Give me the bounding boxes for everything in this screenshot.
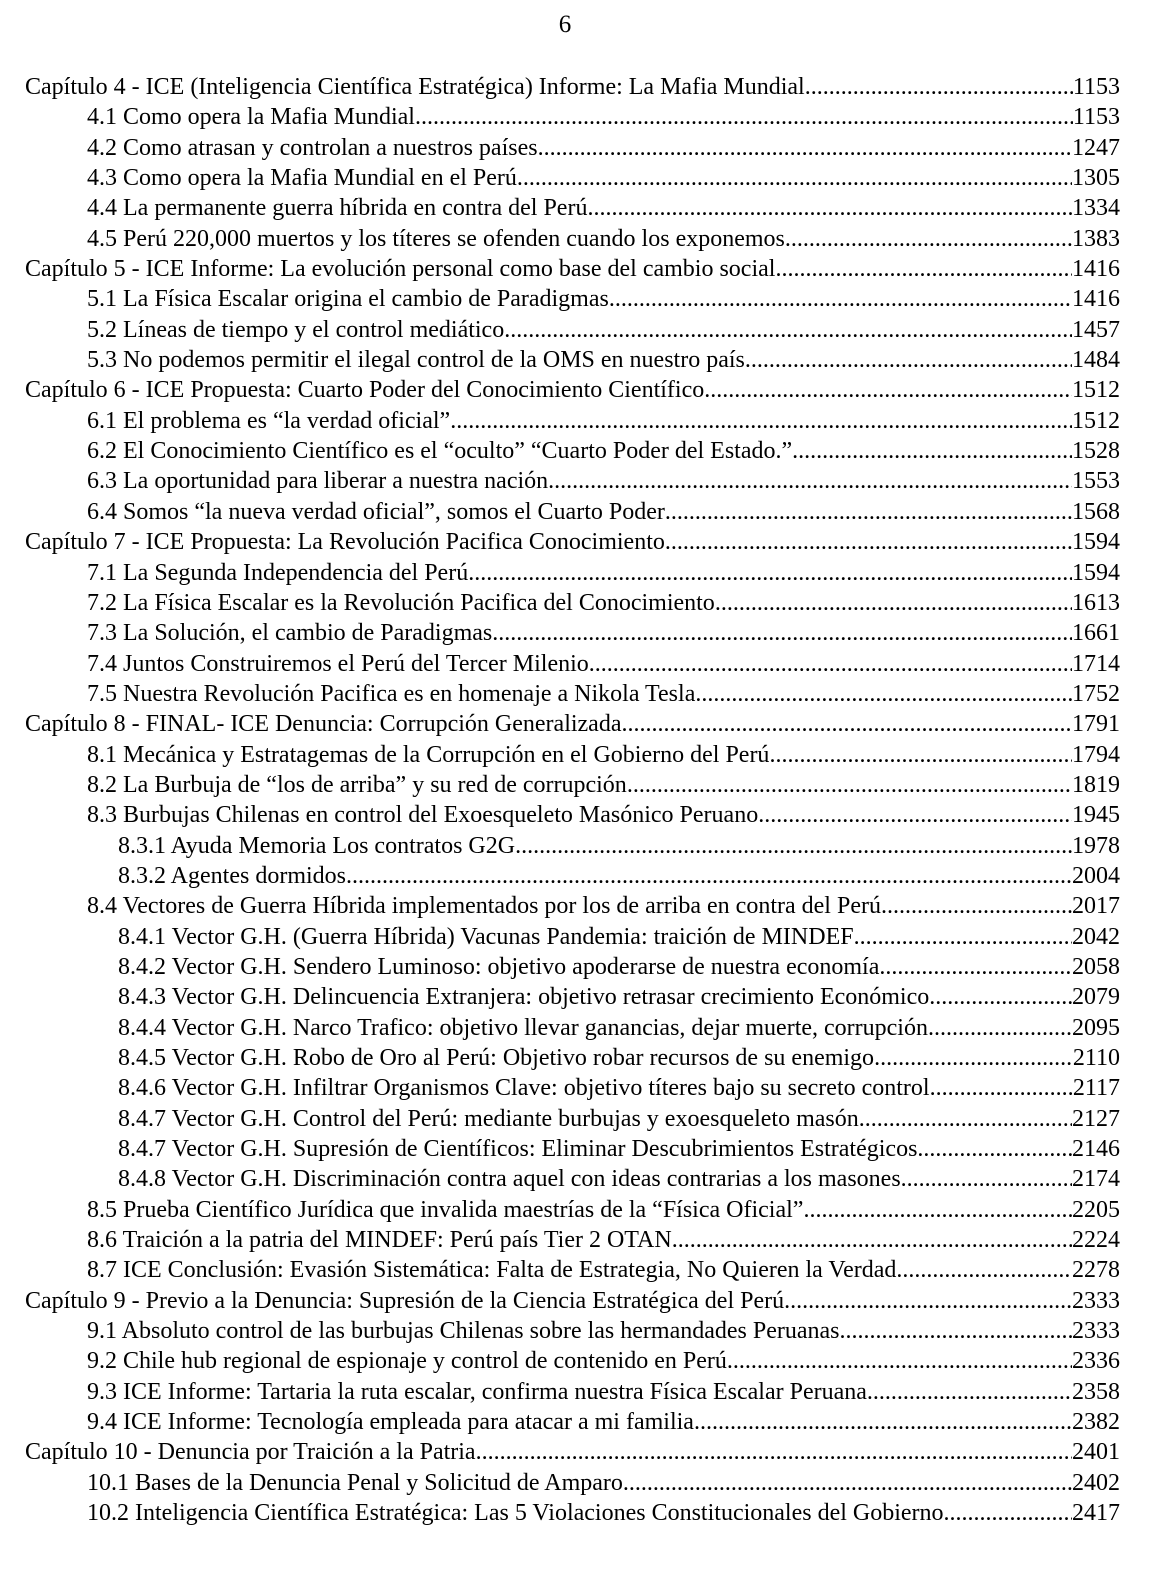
toc-entry-page-number: 1247 [1072, 134, 1120, 161]
toc-entry-page-number: 1512 [1072, 377, 1120, 404]
toc-entry-page-number: 1153 [1072, 74, 1120, 100]
toc-section-entry[interactable] [25, 345, 1120, 375]
toc-entry-page-number: 1752 [1072, 680, 1120, 707]
toc-entry-page-number: 2174 [1072, 1166, 1120, 1193]
toc-entry-page-number: 1512 [1072, 407, 1120, 434]
toc-entry-title: 8.7 ICE Conclusión: Evasión Sistemática: Falta de Estrategia, No Quieren la Verdad [87, 1257, 897, 1284]
toc-entry-page-number: 1819 [1072, 771, 1120, 798]
toc-entry-page-number: 2146 [1072, 1136, 1120, 1163]
toc-dot-leader [504, 315, 1072, 345]
toc-dot-leader [695, 679, 1072, 709]
toc-section-entry[interactable] [25, 1407, 1120, 1437]
toc-section-entry[interactable] [25, 163, 1120, 193]
toc-dot-leader [854, 922, 1072, 952]
toc-entry-title: 6.4 Somos “la nueva verdad oficial”, somos el Cuarto Poder [87, 498, 665, 525]
toc-entry-page-number: 2079 [1072, 984, 1120, 1011]
toc-entry-title: 7.5 Nuestra Revolución Pacifica es en homenaje a Nikola Tesla [87, 680, 696, 707]
toc-chapter-entry[interactable] [25, 1286, 1120, 1316]
toc-dot-leader [929, 982, 1072, 1012]
toc-dot-leader [775, 254, 1072, 284]
toc-entry-title: 8.4.7 Vector G.H. Supresión de Científicos: Eliminar Descubrimientos Estratégicos [118, 1136, 918, 1163]
toc-section-entry[interactable] [25, 497, 1120, 527]
toc-dot-leader [468, 558, 1072, 588]
toc-entry-page-number: 1334 [1072, 195, 1120, 222]
toc-entry-title: 6.1 El problema es “la verdad oficial” [87, 407, 451, 434]
toc-dot-leader [805, 72, 1073, 102]
toc-entry-title: 4.4 La permanente guerra híbrida en contra del Perú [87, 195, 588, 222]
toc-entry-title: 9.4 ICE Informe: Tecnología empleada para atacar a mi familia [87, 1409, 694, 1436]
toc-section-entry[interactable] [25, 1498, 1120, 1528]
toc-entry-page-number: 1945 [1072, 802, 1120, 829]
toc-entry-page-number: 2358 [1072, 1378, 1120, 1405]
toc-entry-title: 10.2 Inteligencia Científica Estratégica: Las 5 Violaciones Constitucionales del Gobierno [87, 1500, 944, 1527]
toc-section-entry[interactable] [25, 436, 1120, 466]
toc-entry-title: 8.4.1 Vector G.H. (Guerra Híbrida) Vacunas Pandemia: traición de MINDEF [118, 923, 854, 950]
page-number: 6 [558, 11, 572, 38]
toc-entry-page-number: 2095 [1072, 1014, 1120, 1041]
toc-section-entry[interactable] [25, 1134, 1120, 1164]
toc-section-entry[interactable] [25, 1377, 1120, 1407]
toc-entry-title: 7.4 Juntos Construiremos el Perú del Tercer Milenio [87, 650, 589, 677]
toc-entry-title: Capítulo 5 - ICE Informe: La evolución personal como base del cambio social [25, 256, 776, 283]
toc-entry-page-number: 1416 [1072, 256, 1120, 283]
toc-dot-leader [896, 1255, 1072, 1285]
toc-section-entry[interactable] [25, 1468, 1120, 1498]
toc-entry-page-number: 2110 [1072, 1045, 1120, 1071]
toc-dot-leader [589, 649, 1072, 679]
toc-entry-page-number: 1791 [1072, 711, 1120, 738]
toc-section-entry[interactable] [25, 102, 1120, 132]
toc-entry-title: 4.1 Como opera la Mafia Mundial [87, 104, 415, 131]
toc-entry-title: Capítulo 6 - ICE Propuesta: Cuarto Poder del Conocimiento Científico [25, 377, 705, 404]
toc-section-entry[interactable] [25, 133, 1120, 163]
toc-dot-leader [745, 345, 1072, 375]
toc-dot-leader [538, 133, 1072, 163]
toc-dot-leader [492, 618, 1072, 648]
toc-entry-title: 7.1 La Segunda Independencia del Perú [87, 559, 469, 586]
toc-dot-leader [476, 1437, 1072, 1467]
toc-entry-page-number: 1794 [1072, 741, 1120, 768]
toc-entry-page-number: 1416 [1072, 286, 1120, 313]
toc-dot-leader [901, 1164, 1072, 1194]
toc-dot-leader [803, 1195, 1072, 1225]
toc-section-entry[interactable] [25, 1013, 1120, 1043]
toc-entry-page-number: 2117 [1072, 1075, 1120, 1102]
toc-entry-title: 6.2 El Conocimiento Científico es el “oculto” “Cuarto Poder del Estado.” [87, 438, 793, 465]
toc-section-entry[interactable] [25, 952, 1120, 982]
toc-section-entry[interactable] [25, 588, 1120, 618]
toc-entry-page-number: 1568 [1072, 498, 1120, 525]
toc-entry-page-number: 2224 [1072, 1227, 1120, 1254]
toc-entry-title: 8.6 Traición a la patria del MINDEF: Perú país Tier 2 OTAN [87, 1227, 672, 1254]
toc-entry-title: Capítulo 4 - ICE (Inteligencia Científica Estratégica) Informe: La Mafia Mundial [25, 74, 805, 100]
toc-dot-leader [587, 193, 1072, 223]
toc-entry-title: 4.5 Perú 220,000 muertos y los títeres se ofenden cuando los exponemos [87, 225, 785, 252]
toc-section-entry[interactable] [25, 193, 1120, 223]
toc-dot-leader [623, 1468, 1072, 1498]
toc-entry-page-number: 1383 [1072, 225, 1120, 252]
toc-entry-page-number: 1457 [1072, 316, 1120, 343]
toc-dot-leader [785, 224, 1072, 254]
toc-dot-leader [548, 466, 1072, 496]
toc-section-entry[interactable] [25, 224, 1120, 254]
toc-dot-leader [609, 284, 1072, 314]
toc-dot-leader [859, 1104, 1072, 1134]
toc-section-entry[interactable] [25, 1346, 1120, 1376]
toc-entry-title: 8.4.3 Vector G.H. Delincuencia Extranjera: objetivo retrasar crecimiento Económico [118, 984, 930, 1011]
toc-section-entry[interactable] [25, 284, 1120, 314]
toc-entry-page-number: 2401 [1072, 1439, 1120, 1466]
toc-entry-title: 6.3 La oportunidad para liberar a nuestra nación [87, 468, 549, 495]
toc-section-entry[interactable] [25, 406, 1120, 436]
toc-dot-leader [715, 588, 1072, 618]
toc-entry-page-number: 2382 [1072, 1409, 1120, 1436]
toc-entry-title: 8.4.2 Vector G.H. Sendero Luminoso: objetivo apoderarse de nuestra economía [118, 953, 880, 980]
toc-chapter-entry[interactable] [25, 709, 1120, 739]
toc-dot-leader [879, 952, 1072, 982]
toc-entry-title: 8.2 La Burbuja de “los de arriba” y su red de corrupción [87, 771, 627, 798]
toc-section-entry[interactable] [25, 649, 1120, 679]
toc-section-entry[interactable] [25, 740, 1120, 770]
toc-section-entry[interactable] [25, 1255, 1120, 1285]
toc-dot-leader [346, 861, 1072, 891]
toc-dot-leader [769, 740, 1072, 770]
toc-section-entry[interactable] [25, 770, 1120, 800]
toc-entry-title: 5.1 La Física Escalar origina el cambio de Paradigmas [87, 286, 609, 313]
toc-entry-title: 8.1 Mecánica y Estratagemas de la Corrupción en el Gobierno del Perú [87, 741, 770, 768]
toc-entry-page-number: 2058 [1072, 953, 1120, 980]
toc-section-entry[interactable] [25, 315, 1120, 345]
toc-entry-title: 7.2 La Física Escalar es la Revolución Pacifica del Conocimiento [87, 589, 715, 616]
toc-entry-title: 4.3 Como opera la Mafia Mundial en el Perú [87, 165, 517, 192]
toc-dot-leader [665, 527, 1072, 557]
toc-entry-page-number: 2042 [1072, 923, 1120, 950]
toc-entry-page-number: 1714 [1072, 650, 1120, 677]
toc-dot-leader [840, 1316, 1072, 1346]
toc-section-entry[interactable] [25, 1043, 1120, 1073]
toc-section-entry[interactable] [25, 1164, 1120, 1194]
toc-dot-leader [867, 1377, 1072, 1407]
toc-entry-page-number: 1153 [1072, 104, 1120, 131]
toc-dot-leader [665, 497, 1072, 527]
toc-entry-page-number: 2333 [1072, 1318, 1120, 1345]
toc-entry-page-number: 2127 [1072, 1105, 1120, 1132]
toc-entry-page-number: 1661 [1072, 620, 1120, 647]
toc-dot-leader [415, 102, 1073, 132]
toc-section-entry[interactable] [25, 466, 1120, 496]
toc-entry-title: 5.3 No podemos permitir el ilegal control de la OMS en nuestro país [87, 347, 745, 374]
toc-dot-leader [928, 1013, 1072, 1043]
toc-chapter-entry[interactable] [25, 72, 1120, 102]
toc-entry-title: 7.3 La Solución, el cambio de Paradigmas [87, 620, 493, 647]
toc-entry-page-number: 2278 [1072, 1257, 1120, 1284]
toc-entry-page-number: 1594 [1072, 529, 1120, 556]
toc-dot-leader [704, 375, 1072, 405]
toc-section-entry[interactable] [25, 679, 1120, 709]
toc-section-entry[interactable] [25, 800, 1120, 830]
toc-entry-title: 5.2 Líneas de tiempo y el control mediático [87, 316, 505, 343]
toc-dot-leader [784, 1286, 1072, 1316]
toc-entry-title: Capítulo 9 - Previo a la Denuncia: Supresión de la Ciencia Estratégica del Perú [25, 1287, 785, 1314]
toc-dot-leader [515, 831, 1072, 861]
toc-dot-leader [930, 1073, 1073, 1103]
toc-entry-page-number: 1978 [1072, 832, 1120, 859]
toc-dot-leader [874, 1043, 1073, 1073]
toc-section-entry[interactable] [25, 1104, 1120, 1134]
toc-chapter-entry[interactable] [25, 1437, 1120, 1467]
toc-dot-leader [450, 406, 1072, 436]
toc-section-entry[interactable] [25, 922, 1120, 952]
toc-entry-title: 8.3 Burbujas Chilenas en control del Exoesqueleto Masónico Peruano [87, 802, 759, 829]
toc-dot-leader [944, 1498, 1072, 1528]
toc-entry-title: 9.3 ICE Informe: Tartaria la ruta escalar, confirma nuestra Física Escalar Peruana [87, 1378, 867, 1405]
toc-dot-leader [517, 163, 1072, 193]
toc-section-entry[interactable] [25, 1225, 1120, 1255]
toc-section-entry[interactable] [25, 618, 1120, 648]
toc-entry-title: 4.2 Como atrasan y controlan a nuestros países [87, 134, 538, 161]
toc-entry-page-number: 2004 [1072, 862, 1120, 889]
toc-dot-leader [621, 709, 1072, 739]
toc-section-entry[interactable] [25, 891, 1120, 921]
toc-entry-page-number: 2333 [1072, 1287, 1120, 1314]
toc-entry-title: Capítulo 7 - ICE Propuesta: La Revolución Pacifica Conocimiento [25, 529, 665, 556]
toc-entry-page-number: 1594 [1072, 559, 1120, 586]
toc-entry-title: 8.4.5 Vector G.H. Robo de Oro al Perú: Objetivo robar recursos de su enemigo [118, 1045, 875, 1071]
toc-entry-page-number: 2205 [1072, 1196, 1120, 1223]
toc-dot-leader [694, 1407, 1072, 1437]
toc-entry-page-number: 1613 [1072, 589, 1120, 616]
toc-entry-page-number: 2017 [1072, 893, 1120, 920]
toc-entry-page-number: 2417 [1072, 1500, 1120, 1527]
toc-entry-title: 10.1 Bases de la Denuncia Penal y Solicitud de Amparo [87, 1469, 623, 1496]
table-of-contents [25, 72, 1120, 1529]
toc-dot-leader [758, 800, 1072, 830]
toc-dot-leader [727, 1346, 1072, 1376]
toc-section-entry[interactable] [25, 558, 1120, 588]
toc-entry-title: 8.4.6 Vector G.H. Infiltrar Organismos Clave: objetivo títeres bajo su secreto control [118, 1075, 930, 1102]
toc-entry-title: 8.4 Vectores de Guerra Híbrida implementados por los de arriba en contra del Perú [87, 893, 881, 920]
toc-dot-leader [881, 891, 1072, 921]
toc-section-entry[interactable] [25, 982, 1120, 1012]
toc-entry-page-number: 1528 [1072, 438, 1120, 465]
toc-entry-page-number: 1553 [1072, 468, 1120, 495]
toc-chapter-entry[interactable] [25, 254, 1120, 284]
toc-dot-leader [917, 1134, 1072, 1164]
toc-chapter-entry[interactable] [25, 527, 1120, 557]
toc-entry-page-number: 1484 [1072, 347, 1120, 374]
toc-entry-page-number: 1305 [1072, 165, 1120, 192]
toc-entry-page-number: 2336 [1072, 1348, 1120, 1375]
toc-entry-title: 8.5 Prueba Científico Jurídica que invalida maestrías de la “Física Oficial” [87, 1196, 804, 1223]
toc-entry-title: 8.4.8 Vector G.H. Discriminación contra aquel con ideas contrarias a los masones [118, 1166, 901, 1193]
toc-entry-title: 9.2 Chile hub regional de espionaje y control de contenido en Perú [87, 1348, 727, 1375]
toc-section-entry[interactable] [25, 1195, 1120, 1225]
toc-dot-leader [627, 770, 1072, 800]
toc-entry-title: 9.1 Absoluto control de las burbujas Chilenas sobre las hermandades Peruanas [87, 1318, 840, 1345]
toc-entry-page-number: 2402 [1072, 1469, 1120, 1496]
toc-section-entry[interactable] [25, 1073, 1120, 1103]
toc-entry-title: 8.4.4 Vector G.H. Narco Trafico: objetivo llevar ganancias, dejar muerte, corrupción [118, 1014, 928, 1041]
toc-chapter-entry[interactable] [25, 375, 1120, 405]
toc-section-entry[interactable] [25, 831, 1120, 861]
toc-dot-leader [672, 1225, 1072, 1255]
toc-entry-title: Capítulo 10 - Denuncia por Traición a la Patria [25, 1439, 476, 1466]
toc-section-entry[interactable] [25, 861, 1120, 891]
toc-entry-title: 8.3.1 Ayuda Memoria Los contratos G2G [118, 832, 516, 859]
toc-entry-title: 8.4.7 Vector G.H. Control del Perú: mediante burbujas y exoesqueleto masón [118, 1105, 859, 1132]
toc-entry-title: 8.3.2 Agentes dormidos [118, 862, 346, 889]
toc-section-entry[interactable] [25, 1316, 1120, 1346]
toc-dot-leader [792, 436, 1072, 466]
toc-entry-title: Capítulo 8 - FINAL- ICE Denuncia: Corrupción Generalizada [25, 711, 622, 738]
